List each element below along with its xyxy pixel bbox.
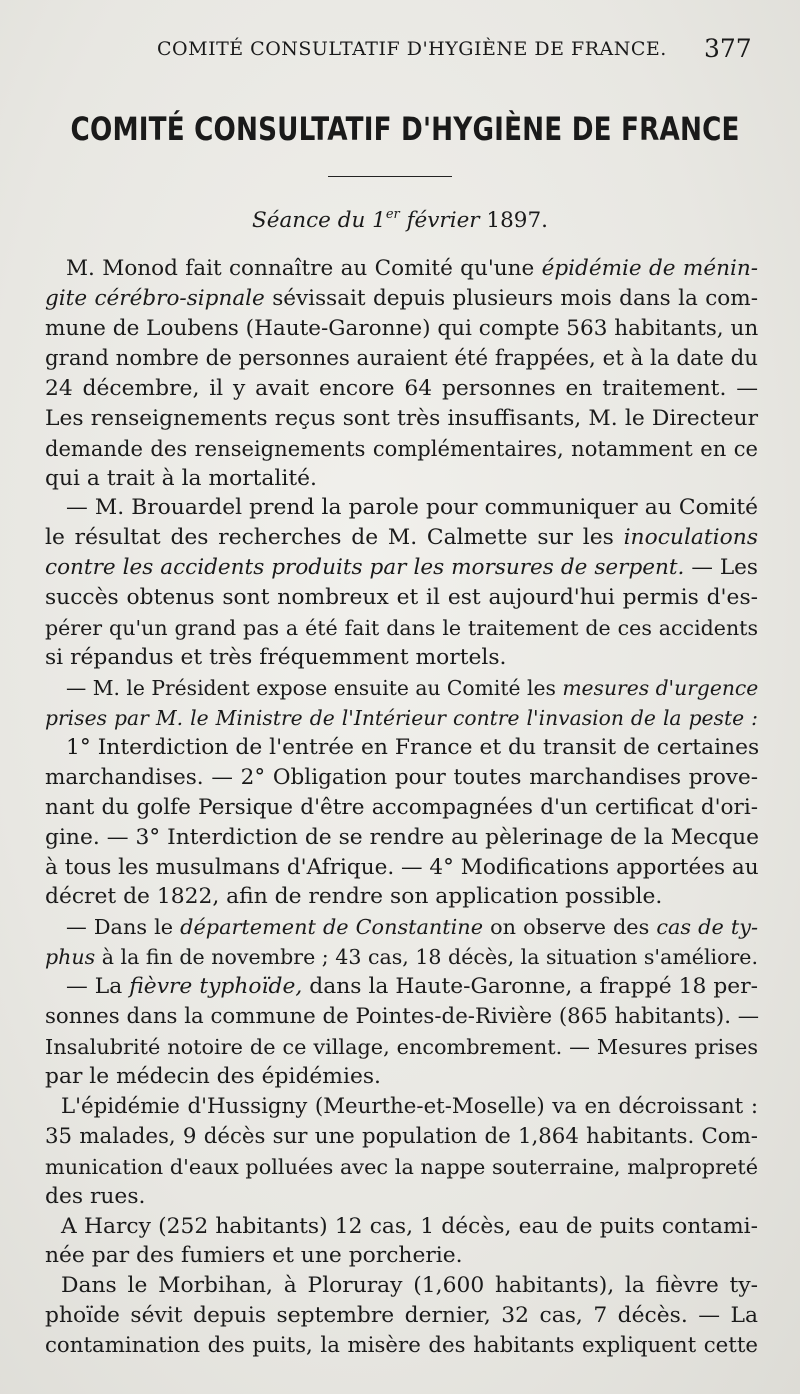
text-line: A Harcy (252 habitants) 12 cas, 1 décès, eau de puits contami- [61, 1214, 758, 1239]
text-line: à tous les musulmans d'Afrique. — 4° Modifications apportées au [45, 855, 759, 880]
text-line: Dans le Morbihan, à Ploruray (1,600 habitants), la fièvre ty- [61, 1273, 758, 1298]
text-line: pérer qu'un grand pas a été fait dans le traitement de ces accidents [45, 616, 758, 640]
text-line: 1° Interdiction de l'entrée en France et du transit de certaines [66, 735, 760, 760]
running-title: COMITÉ CONSULTATIF D'HYGIÈNE DE FRANCE. [157, 38, 667, 60]
text-line: par le médecin des épidémies. [45, 1064, 381, 1089]
text-line: si répandus et très fréquemment mortels. [45, 645, 507, 670]
text-line: sonnes dans la commune de Pointes-de-Rivière (865 habitants). — [45, 1004, 760, 1029]
text-line: — M. Brouardel prend la parole pour communiquer au Comité [66, 495, 758, 520]
text-line: contre les accidents produits par les morsures de serpent. — Les [45, 555, 758, 580]
text-line: des rues. [45, 1184, 146, 1209]
text-line: contamination des puits, la misère des habitants expliquent cette [45, 1333, 758, 1358]
text-line: gite cérébro-sipnale sévissait depuis plusieurs mois dans la com- [45, 286, 758, 311]
text-line: 24 décembre, il y avait encore 64 personnes en traitement. — [45, 376, 758, 401]
text-line: munication d'eaux polluées avec la nappe souterraine, malpropreté [45, 1155, 758, 1179]
session-date [0, 208, 800, 233]
text-line: phoïde sévit depuis septembre dernier, 32 cas, 7 décès. — La [45, 1303, 758, 1328]
session-prefix: Séance du 1 [252, 208, 386, 233]
session-sup: er [385, 207, 400, 222]
text-line: nant du golfe Persique d'être accompagnées d'un certificat d'ori- [45, 795, 758, 820]
session-year: 1897. [486, 208, 548, 233]
title-rule [328, 176, 452, 177]
text-line: prises par M. le Ministre de l'Intérieur contre l'invasion de la peste : [45, 706, 758, 730]
running-head [0, 34, 800, 64]
text-line: succès obtenus sont nombreux et il est aujourd'hui permis d'es- [45, 585, 758, 610]
text-line: demande des renseignements complémentaires, notamment en ce [45, 436, 758, 461]
page-number: 377 [704, 34, 752, 63]
text-line: Les renseignements reçus sont très insuffisants, M. le Directeur [45, 406, 758, 431]
text-line: — Dans le département de Constantine on observe des cas de ty- [66, 915, 758, 939]
text-line: décret de 1822, afin de rendre son application possible. [45, 884, 663, 909]
text-line: — M. le Président expose ensuite au Comité les mesures d'urgence [66, 676, 759, 700]
text-line: le résultat des recherches de M. Calmette sur les inoculations [45, 525, 758, 550]
text-line: 35 malades, 9 décès sur une population de 1,864 habitants. Com- [45, 1124, 758, 1149]
text-line: gine. — 3° Interdiction de se rendre au pèlerinage de la Mecque [45, 825, 760, 850]
text-line: — La fièvre typhoïde, dans la Haute-Garonne, a frappé 18 per- [66, 974, 758, 999]
text-line: M. Monod fait connaître au Comité qu'une épidémie de ménin- [66, 256, 758, 281]
text-line: mune de Loubens (Haute-Garonne) qui compte 563 habitants, un [45, 316, 759, 341]
section-title: COMITÉ CONSULTATIF D'HYGIÈNE DE FRANCE [70, 110, 740, 148]
text-line: née par des fumiers et une porcherie. [45, 1243, 463, 1268]
text-line: phus à la fin de novembre ; 43 cas, 18 décès, la situation s'améliore. [45, 945, 758, 969]
session-month: février [399, 208, 487, 233]
text-line: qui a trait à la mortalité. [45, 466, 317, 491]
text-line: marchandises. — 2° Obligation pour toutes marchandises prove- [45, 765, 758, 790]
text-line: grand nombre de personnes auraient été frappées, et à la date du [45, 346, 758, 371]
text-line: L'épidémie d'Hussigny (Meurthe-et-Moselle) va en décroissant : [61, 1094, 758, 1119]
text-line: Insalubrité notoire de ce village, encombrement. — Mesures prises [45, 1035, 758, 1059]
